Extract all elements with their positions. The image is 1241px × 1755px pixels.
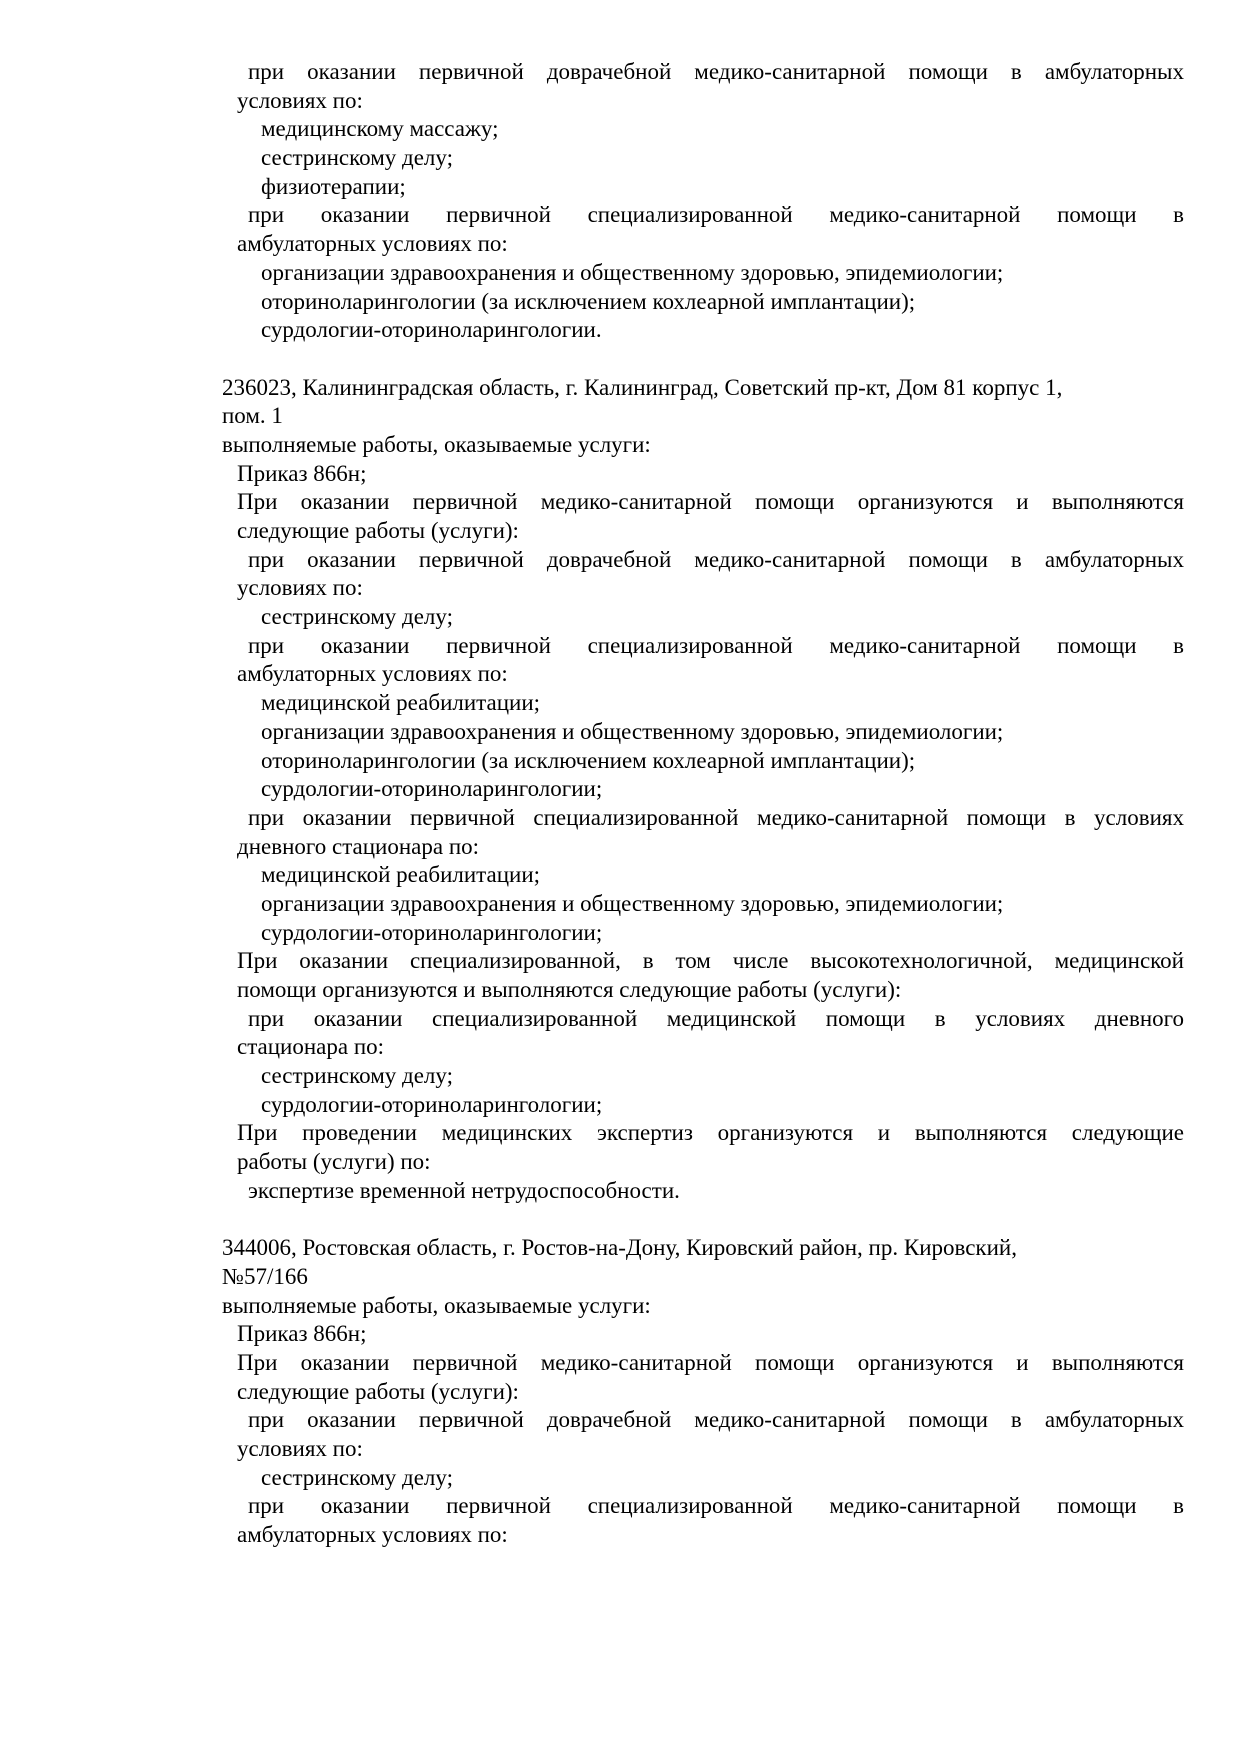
intro-block — [222, 58, 1184, 345]
text-line: Приказ 866н; — [237, 460, 367, 486]
section-gap — [222, 345, 1184, 374]
text-line: медицинской реабилитации; — [261, 690, 541, 716]
text-line: амбулаторных условиях по: — [237, 231, 508, 257]
address-sections — [222, 374, 1184, 1550]
works-label: выполняемые работы, оказываемые услуги: — [222, 1292, 651, 1318]
text-line: помощи организуются и выполняются следующие работы (услуги): — [237, 977, 902, 1002]
text-line: физиотерапии; — [261, 173, 406, 199]
text-line: амбулаторных условиях по: — [237, 1522, 508, 1548]
address-line: 344006, Ростовская область, г. Ростов-на-Дону, Кировский район, пр. Кировский, — [222, 1235, 1017, 1261]
text-line: медицинскому массажу; — [261, 116, 499, 142]
text-line: при оказании первичной специализированной медико-санитарной помощи в условиях — [248, 804, 1184, 830]
text-line: при оказании первичной специализированной медико-санитарной помощи в — [248, 632, 1184, 658]
works-label: выполняемые работы, оказываемые услуги: — [222, 431, 651, 457]
address-line: 236023, Калининградская область, г. Калининград, Советский пр-кт, Дом 81 корпус 1, — [222, 374, 1063, 400]
text-line: при оказании первичной доврачебной медико-санитарной помощи в амбулаторных — [248, 1407, 1184, 1433]
text-line: сестринскому делу; — [261, 145, 453, 171]
text-line: сурдологии-оториноларингологии; — [261, 1091, 603, 1117]
text-line: при оказании первичной доврачебной медико-санитарной помощи в амбулаторных — [248, 59, 1184, 84]
text-line: следующие работы (услуги): — [237, 1378, 519, 1404]
address-line: №57/166 — [222, 1263, 308, 1289]
text-line: дневного стационара по: — [237, 833, 480, 859]
text-line: работы (услуги) по: — [237, 1149, 431, 1175]
text-line: При оказании первичной медико-санитарной помощи организуются и выполняются — [237, 1349, 1184, 1375]
text-line: Приказ 866н; — [237, 1321, 367, 1347]
text-line: стационара по: — [237, 1034, 385, 1060]
text-line: организации здравоохранения и общественному здоровью, эпидемиологии; — [261, 890, 1004, 916]
text-line: сурдологии-оториноларингологии. — [261, 317, 602, 343]
text-line: сурдологии-оториноларингологии; — [261, 919, 603, 945]
address-section — [222, 374, 1184, 1206]
text-line: При оказании специализированной, в том числе высокотехнологичной, медицинской — [237, 948, 1184, 974]
address-section — [222, 1234, 1184, 1550]
text-line: оториноларингологии (за исключением кохлеарной имплантации); — [261, 288, 916, 314]
text-line: сурдологии-оториноларингологии; — [261, 776, 603, 802]
text-line: При оказании первичной медико-санитарной помощи организуются и выполняются — [237, 489, 1184, 515]
text-line: при оказании первичной специализированной медико-санитарной помощи в — [248, 1493, 1184, 1519]
page-content — [222, 58, 1184, 1550]
text-line: оториноларингологии (за исключением кохлеарной имплантации); — [261, 747, 916, 773]
text-line: организации здравоохранения и общественному здоровью, эпидемиологии; — [261, 259, 1004, 285]
text-line: сестринскому делу; — [261, 604, 453, 630]
text-line: организации здравоохранения и общественному здоровью, эпидемиологии; — [261, 718, 1004, 744]
text-line: при оказании первичной специализированной медико-санитарной помощи в — [248, 202, 1184, 228]
text-line: сестринскому делу; — [261, 1464, 453, 1490]
section-gap — [222, 1206, 1184, 1235]
text-line: при оказании специализированной медицинской помощи в условиях дневного — [248, 1005, 1184, 1031]
text-line: экспертизе временной нетрудоспособности. — [248, 1177, 680, 1203]
text-line: условиях по: — [237, 87, 363, 113]
text-line: сестринскому делу; — [261, 1063, 453, 1089]
text-line: следующие работы (услуги): — [237, 518, 519, 543]
text-line: условиях по: — [237, 575, 363, 601]
address-line: пом. 1 — [222, 403, 283, 429]
text-line: условиях по: — [237, 1436, 363, 1461]
text-line: амбулаторных условиях по: — [237, 661, 508, 687]
text-line: При проведении медицинских экспертиз организуются и выполняются следующие — [237, 1120, 1184, 1146]
text-line: медицинской реабилитации; — [261, 862, 541, 888]
text-line: при оказании первичной доврачебной медико-санитарной помощи в амбулаторных — [248, 546, 1184, 572]
